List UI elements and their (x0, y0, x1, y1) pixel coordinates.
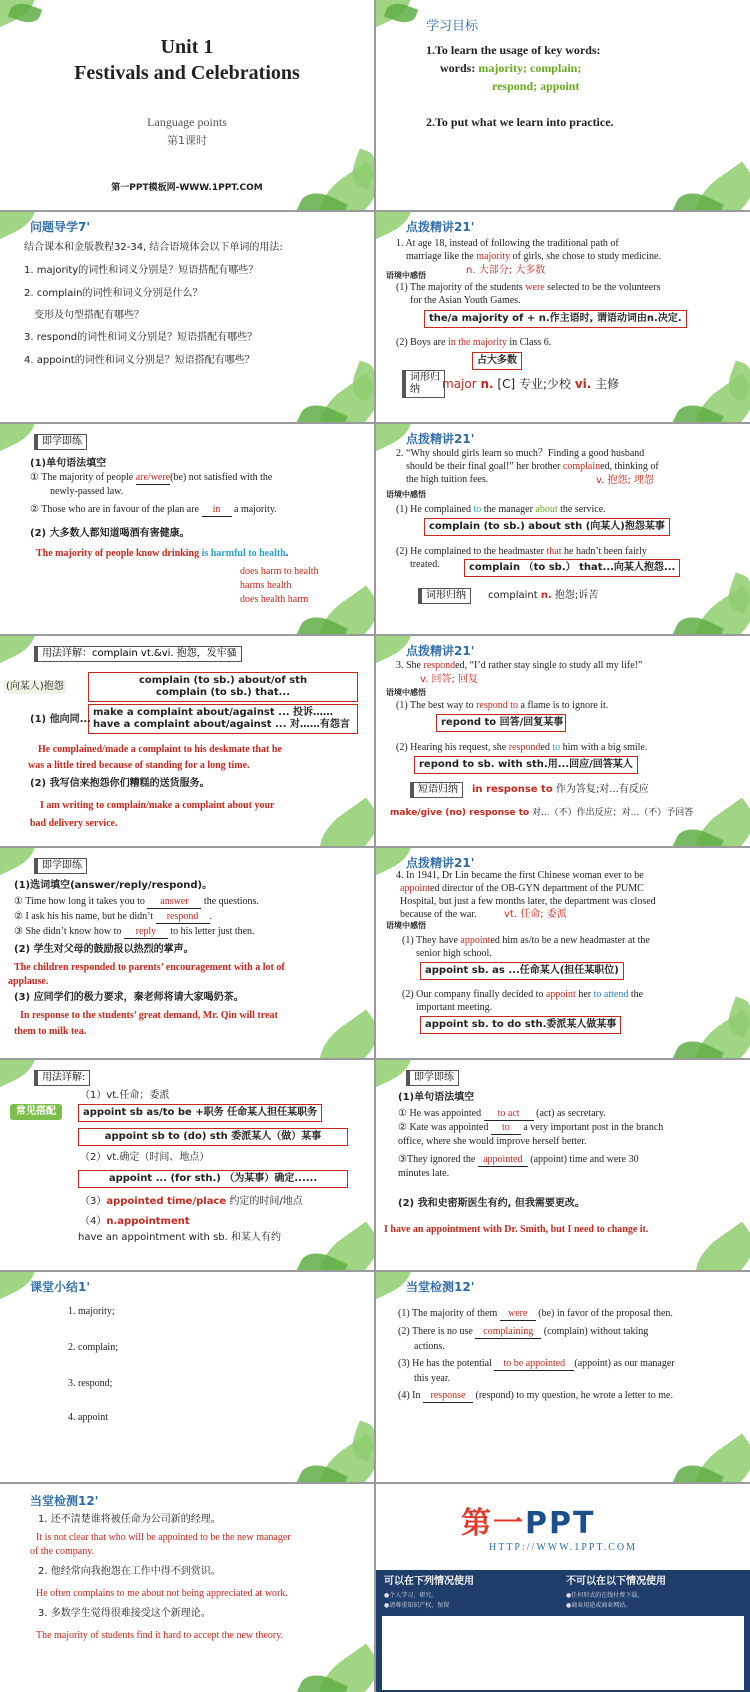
answer-blank[interactable]: in (202, 504, 232, 517)
slide-objectives[interactable] (376, 0, 750, 210)
example-sentence: Hospital, but just a few months later, the department was closed (400, 896, 656, 907)
guide-line: 4. appoint的词性和词义分别是？短语搭配有哪些？ (24, 355, 255, 366)
section-heading: 点拨精讲21' (406, 432, 475, 446)
exercise-item (30, 472, 272, 485)
text-span: should be their final goal!” her brother (406, 461, 563, 472)
text-span: 主修 (591, 377, 620, 391)
text-span: have a complaint about/against ... 对……有怨言 (93, 719, 350, 730)
example-2-cont: important meeting. (416, 1002, 493, 1013)
text-span: in response to (472, 784, 553, 795)
slide-practice-majority[interactable] (0, 424, 374, 634)
phrase-line (390, 808, 693, 818)
text-span: to his letter just then. (167, 926, 255, 937)
text-span: (complain) without taking (541, 1326, 649, 1337)
slide-test-2[interactable] (0, 1484, 374, 1692)
answer-blank[interactable]: to (491, 1122, 521, 1135)
example-sentence: 2. “Why should girls learn so much？Finding a good husband (396, 448, 645, 459)
answer-blank[interactable]: are/were (135, 472, 171, 483)
slide-title[interactable] (0, 0, 374, 210)
text-span: (1) The majority of the students (396, 282, 526, 293)
slide-complain[interactable] (376, 424, 750, 634)
link-panel (382, 1616, 744, 1690)
text-span: respond to (476, 700, 519, 711)
usage-note: ●个人学习、研究。 (384, 1592, 438, 1599)
translation-prompt: (2) 学生对父母的鼓励报以热烈的掌声。 (14, 944, 194, 955)
example-sentence: 4. In 1941, Dr Lin became the first Chinese woman ever to be (396, 870, 644, 881)
example-sentence: 1. At age 18, instead of following the traditional path of (396, 238, 619, 249)
text-span: ed, “I’d rather stay single to study all my life!” (455, 660, 643, 671)
slide-practice-respond[interactable] (0, 848, 374, 1058)
rule-box: repond to 回答/回复某事 (436, 714, 566, 732)
summary-item: 2. complain; (68, 1342, 118, 1353)
translation-prompt: (3) 应同学们的极力要求，秦老师将请大家喝奶茶。 (14, 992, 244, 1003)
leaf-decoration (309, 1010, 374, 1058)
text-span: (2) He complained to the headmaster (396, 546, 547, 557)
rule-box: the/a majority of + n.作主语时, 谓语动词由n.决定. (424, 310, 687, 328)
text-span: 约定的时间/地点 (226, 1196, 303, 1207)
answer-blank[interactable]: reply (124, 926, 168, 939)
text-span: he hadn’t been fairly (561, 546, 647, 557)
slide-appoint-usage[interactable] (0, 1060, 374, 1270)
section-heading: 学习目标 (426, 19, 479, 34)
slide-majority[interactable] (376, 212, 750, 422)
section-heading: 课堂小结1' (30, 1280, 91, 1294)
answer-blank[interactable]: to act (484, 1108, 534, 1121)
rule-box: appoint sb. to do sth.委派某人做某事 (420, 1016, 621, 1034)
text-span: ed (540, 742, 553, 753)
usage-line (80, 1216, 190, 1228)
translation-answer (36, 548, 288, 560)
exercise-item (30, 504, 277, 517)
translation-answer: In response to the students’ great demand, Mr. Qin will treat (20, 1010, 278, 1021)
text-span: to (552, 742, 561, 753)
translation-answer: I am writing to complain/make a complaint about your (40, 800, 275, 811)
text-span: major (442, 377, 481, 391)
answer-blank[interactable]: answer (147, 896, 201, 909)
test-item-cont: actions. (414, 1341, 445, 1352)
exercise-heading: (1)单句语法填空 (30, 458, 107, 469)
translation-prompt: (2) 大多数人都知道喝酒有害健康。 (30, 528, 190, 539)
example-1 (402, 935, 650, 947)
key-words-2: respond; appoint (492, 79, 580, 93)
text-span: (be) not satisfied with the (170, 472, 273, 483)
text-span: a very important post in the branch (520, 1122, 664, 1133)
answer-blank[interactable]: response (423, 1390, 473, 1403)
text-span: PPT (525, 1506, 596, 1541)
text-span: ③They ignored the (398, 1154, 478, 1165)
slide-complain-usage[interactable] (0, 636, 374, 846)
word-form-tag: 词形归纳 (418, 588, 471, 604)
exercise-item-cont: newly-passed law. (50, 486, 124, 497)
text-span: appoint (545, 989, 576, 1000)
text-span: about (535, 504, 558, 515)
text-span: n. (480, 377, 494, 391)
text-span: to (473, 504, 482, 515)
translation-answer: was a little tired because of standing for a long time. (28, 760, 250, 771)
usage-forbidden-heading: 不可以在以下情况使用 (566, 1576, 666, 1587)
text-span: appoint (460, 935, 491, 946)
pattern-box (88, 704, 358, 734)
text-span: that (546, 546, 562, 557)
text-span: (act) as secretary. (533, 1108, 606, 1119)
text-span: respond (423, 660, 456, 671)
text-span: ① He was appointed (398, 1108, 484, 1119)
text-span: ② Those who are in favour of the plan are (30, 504, 202, 515)
slide-appoint[interactable] (376, 848, 750, 1058)
rule-box: complain （to sb.） that...向某人抱怨... (464, 559, 680, 577)
exercise-item (398, 1108, 606, 1121)
alternative-answer: harms health (240, 580, 292, 591)
text-span: a majority. (231, 504, 277, 515)
text-span: (2) Boys are (396, 337, 448, 348)
phrase-tag: 短语归纳 (410, 782, 463, 798)
text-span: 3. She (396, 660, 424, 671)
subtitle: Language points (147, 115, 227, 129)
answer-blank[interactable]: respond (156, 911, 210, 924)
example-1 (396, 504, 606, 516)
rule-box: complain (to sb.) about sth (向某人)抱怨某事 (424, 518, 670, 536)
text-span: (respond) to my question, he wrote a letter to me. (473, 1390, 673, 1401)
exercise-item (14, 896, 259, 909)
side-label: (向某人)抱怨 (6, 681, 64, 692)
text-span: (1) The best way to (396, 700, 477, 711)
usage-tag: 用法详解: (34, 1070, 90, 1086)
brand-text: 第一PPT模板网-WWW.1PPT.COM (111, 183, 263, 193)
text-span: 对...（不）作出反应；对...（不）予回答 (529, 808, 694, 818)
objective-words (440, 62, 581, 75)
text-span: [C] 专业;少校 (493, 377, 575, 391)
text-span: 一 (493, 1506, 525, 1541)
definition: n. 大部分; 大多数 (466, 265, 546, 276)
translation-prompt: (2) 我和史密斯医生有约, 但我需要更改。 (398, 1198, 585, 1209)
test-prompt: 3. 多数学生觉得很难接受这个新理论。 (38, 1608, 211, 1619)
text-span: (2) Hearing his request, she (396, 742, 509, 753)
translation-answer: applause. (8, 976, 49, 987)
context-label: 语境中感悟 (386, 921, 426, 930)
usage-note: ●任何形式的在线付费下载。 (566, 1592, 644, 1599)
phrase-box: 占大多数 (472, 352, 522, 370)
text-span: ① The majority of people (30, 472, 136, 483)
slide-summary[interactable] (0, 1272, 374, 1482)
lesson-label: 第1课时 (167, 134, 207, 147)
text-span: (be) in favor of the proposal then. (535, 1308, 673, 1319)
text-span: . (285, 548, 289, 559)
answer-blank[interactable]: appointed (478, 1154, 528, 1167)
rule-box: appoint sb. as ...任命某人(担任某职位) (420, 962, 624, 980)
test-item (398, 1308, 673, 1321)
test-answer: of the company. (30, 1546, 95, 1557)
usage-line: （1）vt.任命；委派 (80, 1090, 170, 1101)
example-1-cont: for the Asian Youth Games. (410, 295, 521, 306)
definition: v. 回答; 回复 (420, 674, 479, 685)
section-heading: 当堂检测12' (406, 1280, 475, 1294)
slide-guide-questions[interactable] (0, 212, 374, 422)
answer-blank[interactable]: were (500, 1308, 536, 1321)
test-prompt: 1. 还不清楚谁将被任命为公司新的经理。 (38, 1514, 221, 1525)
text-span: (3) He has the potential (398, 1358, 495, 1369)
example-sentence (396, 660, 642, 672)
translation-answer: them to milk tea. (14, 1026, 87, 1037)
section-heading: 当堂检测12' (30, 1494, 99, 1508)
example-sentence (406, 461, 659, 473)
text-span: of girls, she chose to study medicine. (510, 251, 661, 262)
summary-item: 4. appoint (68, 1412, 108, 1423)
test-answer: He often complains to me about not being appreciated at work. (36, 1588, 288, 1599)
text-span: (2) Our company finally decided to (402, 989, 546, 1000)
guide-line: 2. complain的词性和词义分别是什么？ (24, 288, 203, 299)
usage-tag: 用法详解：complain vt.&vi. 抱怨，发牢骚 (34, 646, 242, 662)
summary-item: 3. respond; (68, 1378, 113, 1389)
usage-line (80, 1196, 303, 1208)
text-span: to attend (593, 989, 629, 1000)
usage-line: （2）vt.确定（时间、地点） (80, 1152, 210, 1163)
text-span: in Class 6. (506, 337, 552, 348)
exercise-item (398, 1154, 639, 1167)
text-span: （3） (80, 1196, 107, 1207)
text-span: the questions. (201, 896, 259, 907)
text-span: ed director of the OB-GYN department of the PUMC (430, 883, 644, 894)
text-span: (4) In (398, 1390, 423, 1401)
example-sentence (400, 883, 644, 895)
text-span: n. (540, 590, 552, 601)
test-answer: It is not clear that who will be appointed to be the new manager (36, 1532, 291, 1543)
text-span: (1) The majority of them (398, 1308, 500, 1319)
usage-note: ●商业用途或商业网站。 (566, 1602, 632, 1609)
scroll-tag: 词形归纳 (402, 370, 445, 398)
context-label: 语境中感悟 (386, 271, 426, 280)
translation-prompt: (2) 我写信来抱怨你们糟糕的送货服务。 (30, 778, 210, 789)
example-2 (396, 337, 551, 349)
text-span: (appoint) as our manager (574, 1358, 675, 1369)
text-span: ed him as/to be a new headmaster at the (490, 935, 650, 946)
section-heading: 问题导学7' (30, 220, 91, 234)
brand-url: HTTP://WWW.1PPT.COM (488, 1542, 637, 1553)
answer-blank[interactable]: to be appointed (494, 1358, 574, 1371)
exercise-item-cont: minutes late. (398, 1168, 450, 1179)
text-span: vi. (574, 377, 592, 391)
example-1 (396, 282, 660, 294)
example-sentence (406, 251, 661, 263)
test-answer: The majority of students find it hard to accept the new theory. (36, 1630, 284, 1641)
text-span: make a complaint about/against ... 投诉…… (93, 707, 334, 718)
exercise-item-cont: office, where she would improve herself better. (398, 1136, 587, 1147)
text-span: . (209, 911, 213, 922)
translation-answer: bad delivery service. (30, 818, 118, 829)
exercise-heading: (1)单句语法填空 (398, 1092, 475, 1103)
text-span: complaint (488, 590, 541, 601)
translation-answer: The children responded to parents’ encouragement with a lot of (14, 962, 285, 973)
keyword-complain: complain (562, 461, 601, 472)
translation-answer: He complained/made a complaint to his deskmate that he (38, 744, 282, 755)
text-span: appoint (400, 883, 430, 894)
test-item (398, 1326, 648, 1339)
exercise-item (14, 911, 212, 924)
phrase-line (472, 784, 649, 796)
slide-title-line2: Festivals and Celebrations (74, 62, 300, 84)
text-span: selected to be the volunteers (544, 282, 661, 293)
exercise-heading: (1)选词填空(answer/reply/respond)。 (14, 880, 213, 891)
practice-tag: 即学即练 (406, 1070, 459, 1086)
leaf-decoration (309, 798, 374, 846)
text-span: complain (to sb.) about/of sth (138, 675, 308, 686)
guide-line: 结合课本和金版教程32-34, 结合语境体会以下单词的用法: (24, 242, 283, 253)
example-2 (396, 546, 647, 558)
key-words-1: majority; complain; (478, 61, 582, 75)
pattern-box: appoint sb as/to be +职务 任命某人担任某职务 (78, 1104, 322, 1122)
text-span: ③ She didn’t know how to (14, 926, 124, 937)
slide-respond[interactable] (376, 636, 750, 846)
example-1 (396, 700, 608, 712)
leaf-decoration (685, 1222, 750, 1270)
example-1-cont: senior high school. (416, 948, 492, 959)
objective-2: 2.To put what we learn into practice. (426, 115, 614, 129)
section-heading: 点拨精讲21' (406, 220, 475, 234)
context-label: 语境中感悟 (386, 490, 426, 499)
word-forms (488, 590, 598, 602)
section-heading: 点拨精讲21' (406, 856, 475, 870)
word-forms (442, 378, 619, 391)
example-2 (402, 989, 643, 1001)
slide-title-line1: Unit 1 (160, 36, 214, 58)
section-heading: 点拨精讲21' (406, 644, 475, 658)
example-2-cont: treated. (410, 559, 440, 570)
rule-box: repond to sb. with sth.用...回应/回答某人 (414, 756, 638, 774)
exercise-item (398, 1122, 663, 1135)
text-span: her (575, 989, 594, 1000)
test-prompt: 2. 他经常向我抱怨在工作中得不到赏识。 (38, 1566, 221, 1577)
test-item-cont: this year. (414, 1373, 451, 1384)
definition: v. 抱怨; 埋怨 (596, 475, 655, 486)
text-span: appointed time/place (106, 1196, 227, 1207)
context-label: 语境中感悟 (386, 688, 426, 697)
text-span: (2) There is no use (398, 1326, 476, 1337)
answer-blank[interactable]: complaining (475, 1326, 541, 1339)
text-span: （4） (80, 1216, 107, 1227)
keyword-majority: majority (476, 251, 511, 262)
text-span: is harmful to health (201, 548, 286, 559)
alternative-answer: does harm to health (240, 566, 319, 577)
text-span: ed, thinking of (600, 461, 659, 472)
test-item (398, 1358, 675, 1371)
text-span: (appoint) time and were 30 (527, 1154, 639, 1165)
summary-item: 1. majority; (68, 1306, 115, 1317)
objective-1: 1.To learn the usage of key words: (426, 43, 601, 57)
slide-practice-appoint[interactable] (376, 1060, 750, 1270)
text-span: (1) He complained (396, 504, 474, 515)
text-span: The majority of people know drinking (36, 548, 202, 559)
text-span: the service. (557, 504, 606, 515)
keyword-phrase: in the majority (447, 337, 507, 348)
brand-logo (461, 1498, 595, 1542)
text-span: 抱怨;诉苦 (551, 590, 599, 601)
text-span: complain (to sb.) that... (155, 687, 291, 698)
guide-line: 变形及句型搭配有哪些？ (34, 310, 144, 321)
text-span: a flame is to ignore it. (518, 700, 609, 711)
text-span: ② I ask his his name, but he didn’t (14, 911, 156, 922)
keyword-were: were (525, 282, 545, 293)
text-span: ① Time how long it takes you to (14, 896, 148, 907)
text-span: him with a big smile. (560, 742, 648, 753)
test-item (398, 1390, 673, 1403)
text-span: 作为答复;对...有反应 (552, 784, 649, 795)
guide-line: 3. respond的词性和词义分别是？短语搭配有哪些？ (24, 332, 258, 343)
definition: vt. 任命; 委派 (504, 909, 567, 920)
translation-prompt: (1) 他向同... (30, 714, 91, 725)
text-span: ② Kate was appointed (398, 1122, 491, 1133)
text-span: (1) They have (402, 935, 461, 946)
practice-tag: 即学即练 (34, 434, 87, 450)
footer-band (376, 1570, 750, 1692)
text-span: the manager (481, 504, 536, 515)
example-sentence: because of the war. (400, 909, 477, 920)
usage-allowed-heading: 可以在下列情况使用 (384, 1576, 474, 1587)
text-span: n.appointment (106, 1216, 190, 1227)
usage-note: ●请尊重知识产权，保留 (384, 1602, 450, 1609)
pattern-box (88, 672, 358, 702)
alternative-answer: does health harm (240, 594, 309, 605)
words-label: words: (440, 61, 479, 75)
collocation-label: 常见搭配 (10, 1104, 62, 1120)
example-sentence: the high tuition fees. (406, 474, 489, 485)
translation-answer: I have an appointment with Dr. Smith, but I need to change it. (384, 1224, 649, 1235)
text-span: the (628, 989, 644, 1000)
pattern-box: appoint ... (for sth.) （为某事）确定...... (78, 1170, 348, 1188)
practice-tag: 即学即练 (34, 858, 87, 874)
text-span: make/give (no) response to (390, 808, 530, 818)
text-span: marriage like the (406, 251, 477, 262)
text-span: respond (508, 742, 541, 753)
slide-test-1[interactable] (376, 1272, 750, 1482)
text-span: 第 (461, 1506, 493, 1541)
example-2 (396, 742, 647, 754)
usage-line: have an appointment with sb. 和某人有约 (78, 1232, 281, 1243)
pattern-box: appoint sb to (do) sth 委派某人（做）某事 (78, 1128, 348, 1146)
exercise-item (14, 926, 255, 939)
guide-line: 1. majority的词性和词义分别是？短语搭配有哪些？ (24, 265, 259, 276)
slide-brand[interactable] (376, 1484, 750, 1692)
